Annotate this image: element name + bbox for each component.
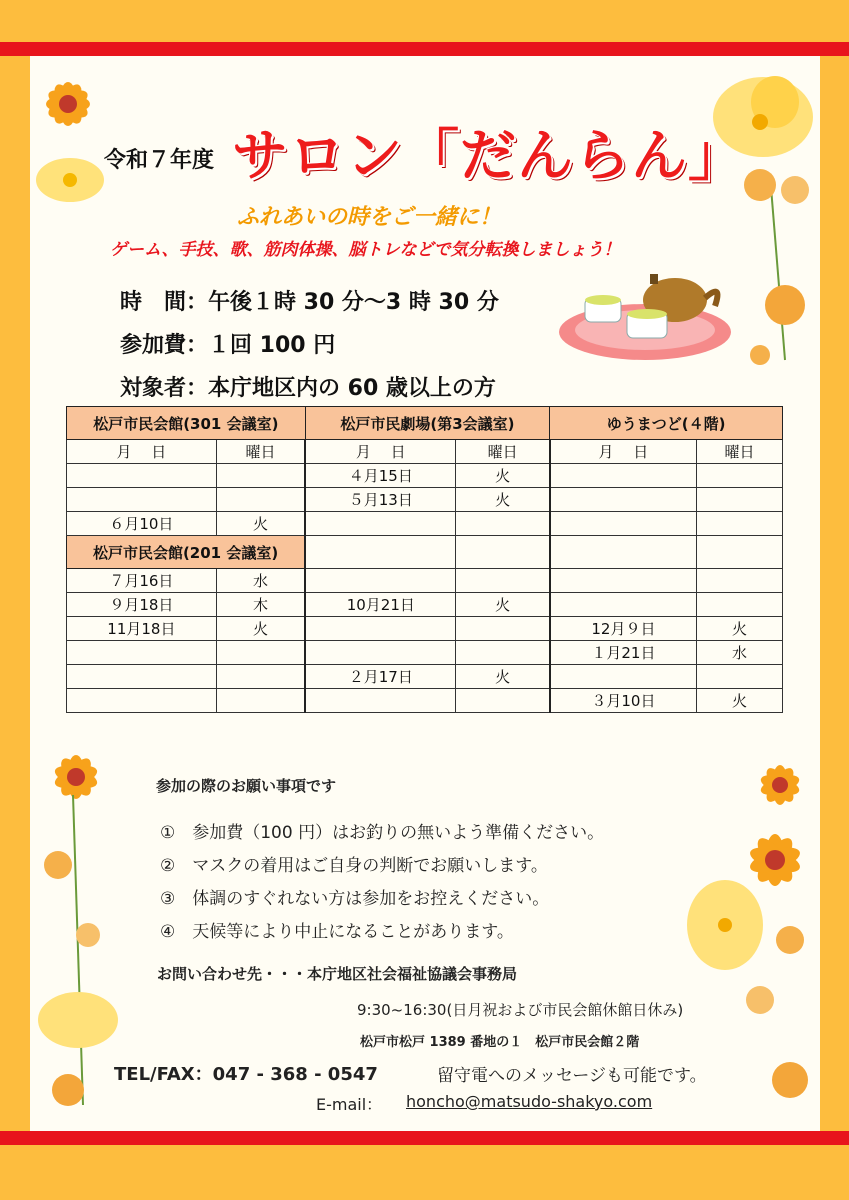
venue-header-3: ゆうまつど(４階) (550, 407, 783, 440)
cell: 木 (216, 593, 305, 617)
email-label: E-mail： (316, 1095, 383, 1114)
cell: ２月17日 (305, 665, 456, 689)
flower-icon (28, 62, 108, 152)
cell (550, 593, 697, 617)
table-row (67, 569, 783, 593)
cell (456, 689, 550, 713)
cell (697, 488, 783, 512)
cell (456, 641, 550, 665)
table-row (67, 689, 783, 713)
venue-header-1: 松戸市民会館(301 会議室) (67, 407, 306, 440)
cell: １月21日 (550, 641, 697, 665)
cell (67, 641, 217, 665)
cell (697, 512, 783, 536)
cell (216, 665, 305, 689)
cell (305, 617, 456, 641)
cell: 11月18日 (67, 617, 217, 641)
tel-note: 留守電へのメッセージも可能です。 (437, 1066, 707, 1086)
cell: 水 (216, 569, 305, 593)
venue-header-sub: 松戸市民会館(201 会議室) (67, 536, 306, 569)
cell: ６月10日 (67, 512, 217, 536)
office-address: 松戸市松戸 1389 番地の１ 松戸市民会館２階 (360, 1035, 640, 1050)
col-date: 月 日 (305, 440, 456, 464)
email-link[interactable]: honcho@matsudo-shakyo.com (406, 1092, 653, 1111)
cell: 火 (216, 617, 305, 641)
col-date: 月 日 (67, 440, 217, 464)
note-item: ② マスクの着用はご自身の判断でお願いします。 (160, 856, 548, 876)
note-item: ③ 体調のすぐれない方は参加をお控えください。 (160, 889, 550, 909)
cell: 水 (697, 641, 783, 665)
cell (697, 593, 783, 617)
cell (697, 536, 783, 569)
cell: ７月16日 (67, 569, 217, 593)
cell: ５月13日 (305, 488, 456, 512)
note-item: ④ 天候等により中止になることがあります。 (160, 922, 514, 942)
table-row (67, 617, 783, 641)
office-hours: 9:30~16:30(日月祝および市民会館休館日休み) (357, 1001, 684, 1019)
cell: ３月10日 (550, 689, 697, 713)
col-date: 月 日 (550, 440, 697, 464)
cell: 火 (456, 464, 550, 488)
col-day: 曜日 (216, 440, 305, 464)
cell (216, 488, 305, 512)
fiscal-year-label: 令和７年度 (104, 148, 215, 173)
cell: 火 (697, 689, 783, 713)
bottom-red-band (0, 1131, 849, 1145)
cell (697, 464, 783, 488)
cell: 10月21日 (305, 593, 456, 617)
fee-info: 参加費：１回 100 円 (120, 333, 336, 358)
note-item: ① 参加費（100 円）はお釣りの無いよう準備ください。 (160, 823, 605, 843)
contact-title: お問い合わせ先・・・本庁地区社会福祉協議会事務局 (157, 965, 518, 983)
cell (456, 617, 550, 641)
col-day: 曜日 (697, 440, 783, 464)
cell (216, 641, 305, 665)
venue-header-2: 松戸市民劇場(第3会議室) (305, 407, 550, 440)
cell: 火 (216, 512, 305, 536)
cell (305, 536, 456, 569)
schedule-table (66, 406, 783, 713)
table-row (67, 512, 783, 536)
page-title: サロン「だんらん」 (232, 124, 745, 189)
column-header-row (67, 440, 783, 464)
cell: 火 (456, 665, 550, 689)
table-row (67, 464, 783, 488)
cell: ９月18日 (67, 593, 217, 617)
cell (216, 689, 305, 713)
flower-icon (30, 150, 110, 210)
cell (550, 488, 697, 512)
cell (550, 569, 697, 593)
flower-icon (28, 735, 118, 1115)
notes-title: 参加の際のお願い事項です (156, 777, 337, 795)
cell (550, 536, 697, 569)
cell (216, 464, 305, 488)
cell: 火 (456, 593, 550, 617)
cell (67, 665, 217, 689)
cell: 12月９日 (550, 617, 697, 641)
col-day: 曜日 (456, 440, 550, 464)
cell (67, 464, 217, 488)
cell (550, 512, 697, 536)
cell (305, 512, 456, 536)
top-red-band (0, 42, 849, 56)
table-row (67, 593, 783, 617)
cell (67, 689, 217, 713)
tel-fax: TEL/FAX：047 - 368 - 0547 (114, 1064, 378, 1085)
table-row (67, 488, 783, 512)
cell (305, 641, 456, 665)
cell (456, 536, 550, 569)
cell: ４月15日 (305, 464, 456, 488)
tagline: ふれあいの時をご一緒に！ (237, 205, 502, 230)
cell (550, 464, 697, 488)
cell: 火 (456, 488, 550, 512)
cell (697, 569, 783, 593)
table-row (67, 536, 783, 569)
cell (305, 689, 456, 713)
table-row (67, 641, 783, 665)
time-info: 時 間：午後１時 30 分～3 時 30 分 (120, 290, 499, 315)
cell (67, 488, 217, 512)
cell: 火 (697, 617, 783, 641)
cell (305, 569, 456, 593)
cell (456, 569, 550, 593)
cell (550, 665, 697, 689)
teapot-icon (555, 270, 735, 365)
activities-text: ゲーム、手技、歌、筋肉体操、脳トレなどで気分転換しましょう！ (110, 240, 621, 260)
flower-icon (740, 165, 820, 365)
cell (456, 512, 550, 536)
target-info: 対象者：本庁地区内の 60 歳以上の方 (120, 376, 496, 401)
cell (697, 665, 783, 689)
table-row (67, 665, 783, 689)
